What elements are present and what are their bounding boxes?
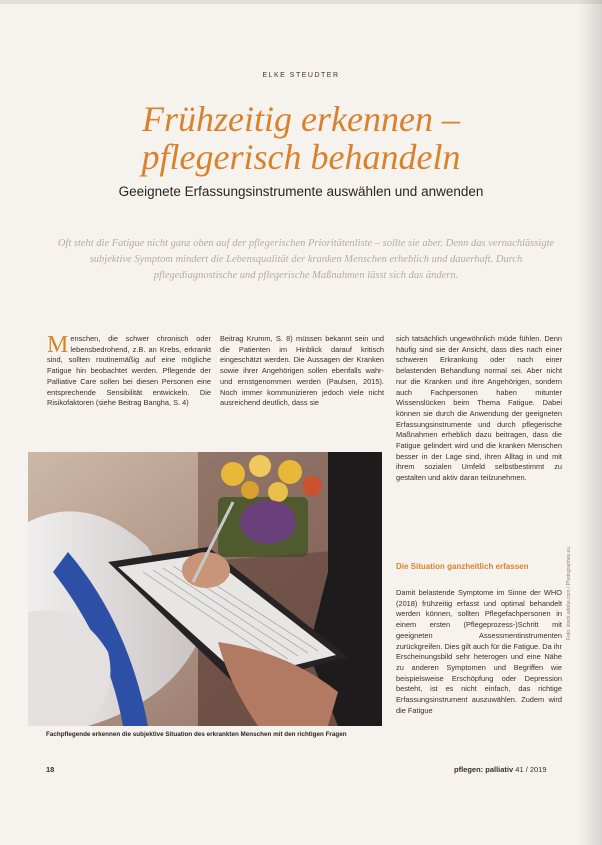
body-column-3-continued [396, 588, 562, 746]
journal-footer [454, 765, 547, 774]
title-line-1: Frühzeitig erkennen – [142, 99, 460, 139]
title-line-2: pflegerisch behandeln [141, 137, 461, 177]
lead-paragraph: Oft steht die Fatigue nicht ganz oben auf der pflegerischen Prioritätenliste – sollte sie aber. Denn das vernachlässigte subjektive Symptom mindert die Lebensqualität der kranken Menschen erheblich und dauerhaft. Durch pflegediagnostische und pflegerische Maßnahmen lässt sich das ändern. [57, 238, 555, 281]
drop-cap: M [47, 334, 69, 358]
article-photo [28, 452, 382, 726]
body-text-2: Beitrag Krumm, S. 8) müssen bekannt sein und die Patienten im Hinblick darauf kritisch eingeschätzt werden. Die Aussagen der Kranken sowie ihrer Angehörigen sollen ebenfalls wahr- und ernstgenommen werden (Paulsen, 2015). Noch immer kommunizieren jedoch viele nicht ausreichend deutlich, dass sie [220, 334, 384, 408]
article-title [0, 100, 602, 176]
body-text-1: enschen, die schwer chronisch oder lebensbedrohend, z.B. an Krebs, erkrankt sind, sollten routinemäßig auf eine mögliche Fatigue hin beobachtet werden. Pflegende der Palliative Care sollen bei diesen Personen eine entsprechende Sensibilität entwickeln. Die Risikofaktoren (siehe Beitrag Bangha, S. 4) [47, 334, 211, 408]
page-top-edge [0, 0, 602, 4]
body-text-4: Damit belastende Symptome im Sinne der WHO (2018) frühzeitig erfasst und optimal behandelt werden können, sollten Pflegefachpersonen in einem ersten (Pflegeprozess-)Schritt mit geeigneten Assessmentinstrumenten zurückgreifen. Dies gilt auch für die Fatigue. Da ihr Erscheinungsbild sehr heterogen und eine Nähe zu anderen Symptomen und Begriffen wie beispielsweise Erschöpfung oder Depression besteht, ist es nicht einfach, das richtige Erfassungsinstrument auszuwählen. Zudem wird die Fatigue [396, 588, 562, 715]
article-subtitle: Geeignete Erfassungsinstrumente auswählen und anwenden [118, 184, 484, 199]
body-column-3 [396, 334, 562, 529]
journal-issue: 41 / 2019 [515, 765, 547, 774]
body-column-1 [47, 334, 211, 434]
photo-credit: Foto: stock.adobe.com / Photographee.eu [566, 546, 572, 640]
author-line: ELKE STEUDTER [262, 72, 340, 79]
body-text-3: sich tatsächlich ungewöhnlich müde fühlen. Denn häufig sind sie der Ansicht, dass dies nach einer schweren Erkrankung oder nach einer belastenden Behandlung normal sei. Aber nicht nur die Kranken und ihre Angehörigen, sondern auch Fachpersonen haben mitunter Wissenslücken beim Thema Fatigue. Dabei können sie durch die Anwendung der geeigneten Erfassungsinstrumente und durch pflegerische Maßnahmen erheblich dazu beitragen, dass die Fatigue gelindert wird und die kranken Menschen besser in der Lage sind, ihren Alltag in und mit ihrem sozialen Umfeld selbstbestimmt zu gestalten und aktiv daran teilzunehmen. [396, 334, 562, 483]
photo-illustration [28, 452, 382, 726]
journal-name: pflegen: palliativ [454, 765, 514, 774]
section-heading: Die Situation ganzheitlich erfassen [396, 562, 529, 571]
photo-caption: Fachpflegende erkennen die subjektive Situation des erkrankten Menschen mit den richtigen Fragen [46, 731, 347, 738]
body-column-2 [220, 334, 384, 434]
page-number: 18 [46, 765, 55, 774]
